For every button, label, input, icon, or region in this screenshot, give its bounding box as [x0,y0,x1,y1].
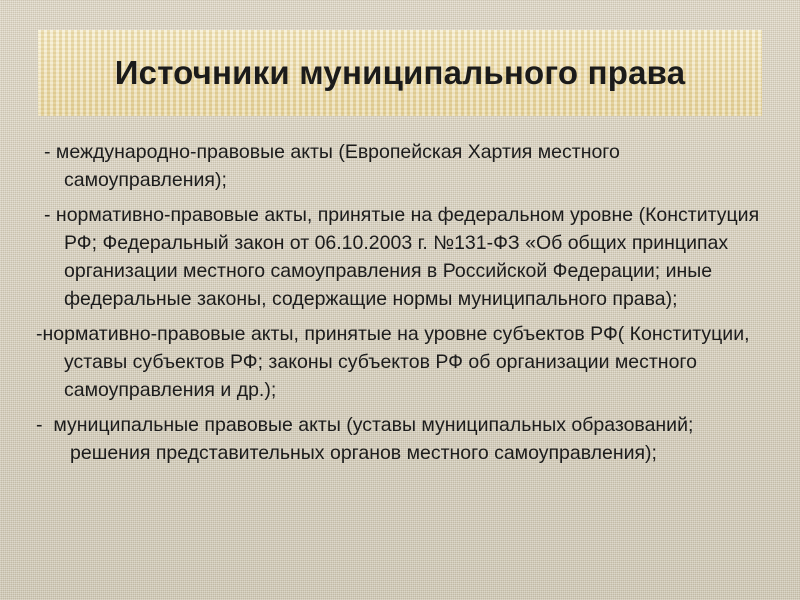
bullet-text: международно-правовые акты (Европейская Хартия местного самоуправления); [55,141,620,191]
page-title: Источники муниципального права [114,54,686,91]
bullet-item [36,201,764,313]
bullet-marker: - [36,323,43,345]
slide-body [36,138,764,474]
bullet-text: муниципальные правовые акты (уставы муниципальных образований; решения представительных органов местного самоуправления); [53,414,694,464]
bullet-marker: - [36,414,54,436]
bullet-item [36,411,764,467]
bullet-marker: - [44,204,56,226]
slide-title-banner [38,30,762,116]
bullet-item [36,320,764,404]
bullet-item [36,138,764,194]
bullet-text: нормативно-правовые акты, принятые на уровне субъектов РФ( Конституции, уставы субъектов РФ; законы субъектов РФ об организации местного самоуправления и др.); [42,323,750,401]
bullet-text: нормативно-правовые акты, принятые на федеральном уровне (Конституция РФ; Федеральный закон от 06.10.2003 г. №131-ФЗ «Об общих принципах организации местного самоуправления в Российской Федерации; иные федеральные законы, содержащие нормы муниципального права); [55,204,760,310]
bullet-marker: - [44,141,56,163]
